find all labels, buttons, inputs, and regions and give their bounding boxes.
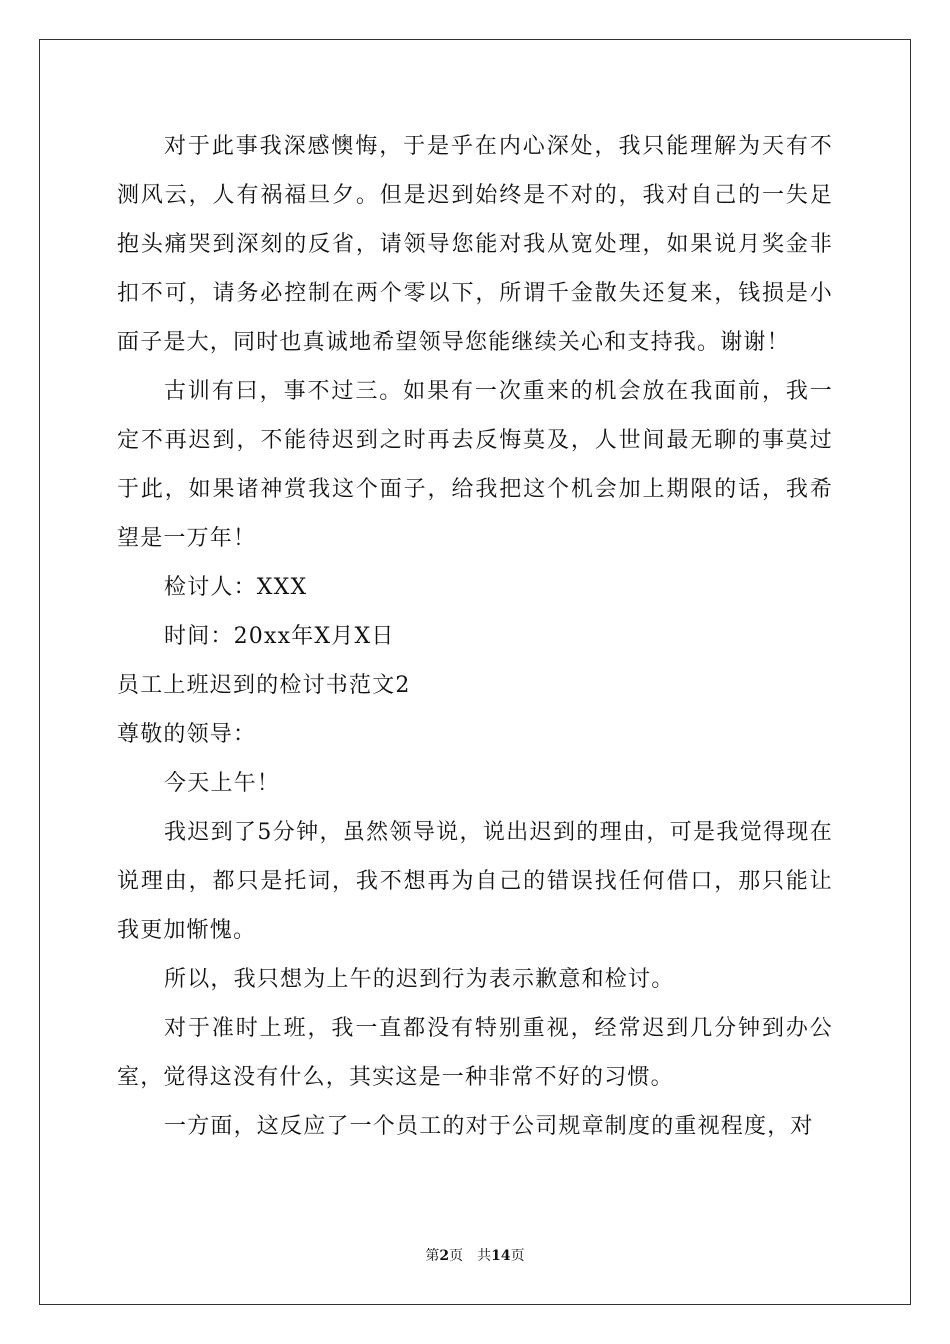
paragraph-promise: 古训有曰，事不过三。如果有一次重来的机会放在我面前，我一定不再迟到，不能待迟到之时再去反悔莫及，人世间最无聊的事莫过于此，如果诸神赏我这个面子，给我把这个机会加上期限的话，我希望是一万年！ — [117, 379, 833, 551]
section-title: 员工上班迟到的检讨书范文2 — [117, 673, 411, 698]
paragraph-on-one-hand: 一方面，这反应了一个员工的对于公司规章制度的重视程度，对 — [164, 1114, 814, 1139]
paragraph-apology: 所以，我只想为上午的迟到行为表示歉意和检讨。 — [164, 967, 675, 992]
reviewer-line: 检讨人：XXX — [164, 575, 308, 600]
page-footer — [0, 1246, 950, 1266]
page-suffix: 页 — [449, 1248, 464, 1264]
total-pages: 14 — [491, 1248, 511, 1264]
paragraph-regret: 对于此事我深感懊悔，于是乎在内心深处，我只能理解为天有不测风云，人有祸福旦夕。但是迟到始终是不对的，我对自己的一失足抱头痛哭到深刻的反省，请领导您能对我从宽处理，如果说月奖金非扣不可，请务必控制在两个零以下，所谓千金散失还复来，钱损是小面子是大，同时也真诚地希望领导您能继续关心和支持我。谢谢！ — [117, 134, 833, 355]
date-line: 时间：20xx年X月X日 — [164, 624, 395, 649]
total-prefix: 共 — [477, 1248, 492, 1264]
page-number: 2 — [439, 1248, 450, 1264]
paragraph-late: 我迟到了5分钟，虽然领导说，说出迟到的理由，可是我觉得现在说理由，都只是托词，我不想再为自己的错误找任何借口，那只能让我更加惭愧。 — [117, 820, 833, 943]
paragraph-habit: 对于准时上班，我一直都没有特别重视，经常迟到几分钟到办公室，觉得这没有什么，其实这是一种非常不好的习惯。 — [117, 1016, 833, 1090]
total-suffix: 页 — [510, 1248, 525, 1264]
document-body — [117, 122, 833, 1151]
page-prefix: 第 — [425, 1248, 440, 1264]
salutation: 尊敬的领导： — [117, 722, 257, 747]
paragraph-morning: 今天上午！ — [164, 771, 281, 796]
